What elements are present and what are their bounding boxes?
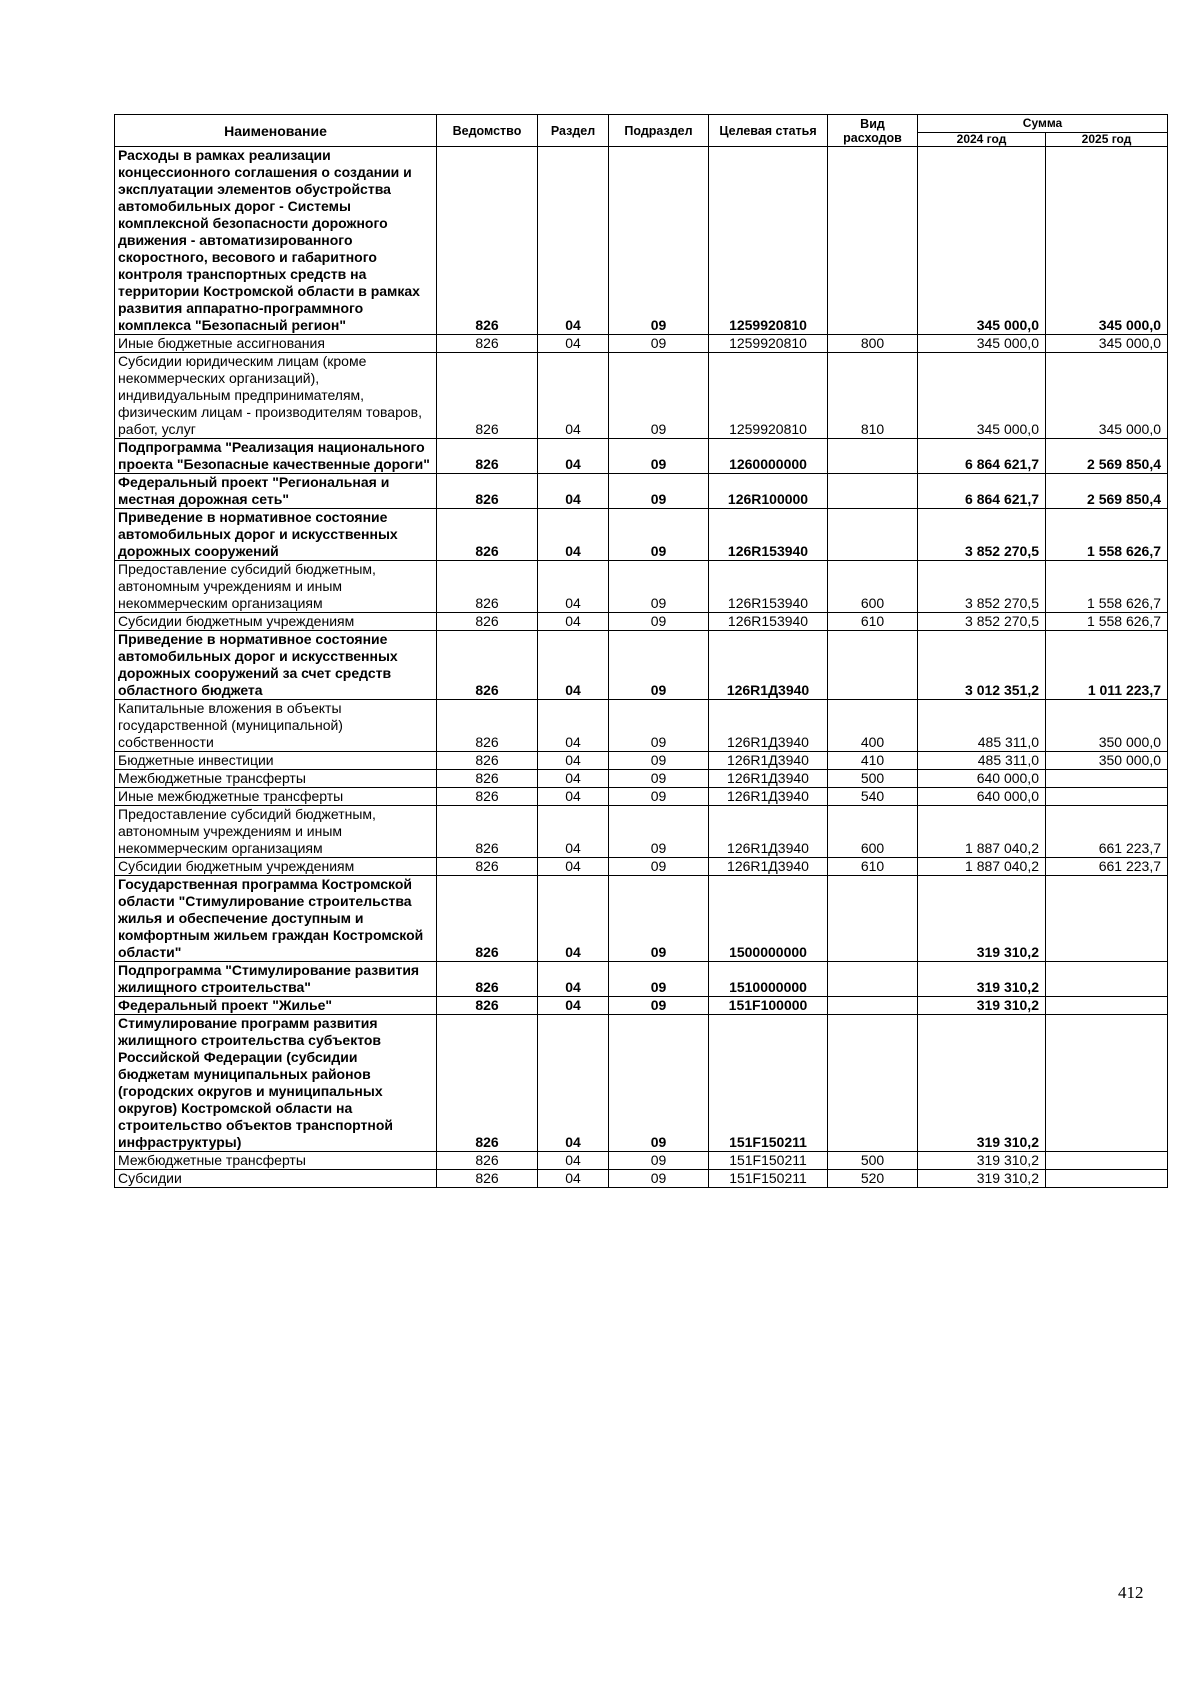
cell-amount-2025: 350 000,0	[1046, 700, 1168, 752]
cell-expense-type: 800	[828, 335, 918, 353]
cell-section: 04	[538, 353, 609, 439]
cell-section: 04	[538, 1015, 609, 1152]
cell-target-item: 126R153940	[709, 613, 828, 631]
cell-section: 04	[538, 509, 609, 561]
cell-subsection: 09	[609, 335, 709, 353]
cell-department: 826	[437, 700, 538, 752]
cell-name: Подпрограмма "Стимулирование развития жилищного строительства"	[115, 962, 437, 997]
cell-section: 04	[538, 876, 609, 962]
cell-name: Межбюджетные трансферты	[115, 1152, 437, 1170]
cell-name: Подпрограмма "Реализация национального проекта "Безопасные качественные дороги"	[115, 439, 437, 474]
cell-amount-2025: 350 000,0	[1046, 752, 1168, 770]
cell-target-item: 126R1Д3940	[709, 858, 828, 876]
cell-section: 04	[538, 1170, 609, 1188]
cell-amount-2024: 319 310,2	[918, 1015, 1046, 1152]
cell-amount-2024: 319 310,2	[918, 1152, 1046, 1170]
cell-section: 04	[538, 858, 609, 876]
cell-subsection: 09	[609, 997, 709, 1015]
cell-name: Расходы в рамках реализации концессионного соглашения о создании и эксплуатации элементов обустройства автомобильных дорог - Системы комплексной безопасности дорожного движения - автоматизированного скоростного, весового и габаритного контроля транспортных средств на территории Костромской области в рамках развития аппаратно-программного комплекса "Безопасный регион"	[115, 147, 437, 335]
cell-subsection: 09	[609, 788, 709, 806]
cell-section: 04	[538, 700, 609, 752]
cell-department: 826	[437, 1170, 538, 1188]
cell-amount-2024: 3 852 270,5	[918, 561, 1046, 613]
table-row	[115, 353, 1168, 439]
cell-name: Межбюджетные трансферты	[115, 770, 437, 788]
cell-department: 826	[437, 335, 538, 353]
cell-expense-type	[828, 474, 918, 509]
cell-expense-type: 540	[828, 788, 918, 806]
cell-target-item: 126R1Д3940	[709, 770, 828, 788]
cell-expense-type: 810	[828, 353, 918, 439]
cell-amount-2025: 661 223,7	[1046, 806, 1168, 858]
cell-subsection: 09	[609, 858, 709, 876]
cell-department: 826	[437, 770, 538, 788]
cell-amount-2024: 485 311,0	[918, 752, 1046, 770]
cell-subsection: 09	[609, 353, 709, 439]
cell-target-item: 151F150211	[709, 1152, 828, 1170]
cell-department: 826	[437, 613, 538, 631]
header-expense-type: Вид расходов	[828, 115, 918, 147]
cell-department: 826	[437, 962, 538, 997]
table-row	[115, 858, 1168, 876]
cell-amount-2024: 6 864 621,7	[918, 439, 1046, 474]
cell-name: Предоставление субсидий бюджетным, автономным учреждениям и иным некоммерческим организациям	[115, 561, 437, 613]
cell-department: 826	[437, 509, 538, 561]
cell-department: 826	[437, 806, 538, 858]
cell-expense-type: 610	[828, 613, 918, 631]
cell-department: 826	[437, 439, 538, 474]
cell-department: 826	[437, 561, 538, 613]
cell-section: 04	[538, 631, 609, 700]
cell-section: 04	[538, 474, 609, 509]
cell-target-item: 126R1Д3940	[709, 752, 828, 770]
cell-subsection: 09	[609, 613, 709, 631]
cell-amount-2025: 1 558 626,7	[1046, 561, 1168, 613]
cell-section: 04	[538, 752, 609, 770]
cell-target-item: 1259920810	[709, 353, 828, 439]
header-amount: Сумма	[918, 115, 1168, 133]
cell-amount-2024: 6 864 621,7	[918, 474, 1046, 509]
cell-amount-2024: 3 852 270,5	[918, 509, 1046, 561]
cell-department: 826	[437, 631, 538, 700]
cell-section: 04	[538, 335, 609, 353]
cell-amount-2025: 2 569 850,4	[1046, 439, 1168, 474]
cell-subsection: 09	[609, 1015, 709, 1152]
cell-name: Субсидии бюджетным учреждениям	[115, 858, 437, 876]
cell-name: Предоставление субсидий бюджетным, автономным учреждениям и иным некоммерческим организациям	[115, 806, 437, 858]
cell-subsection: 09	[609, 439, 709, 474]
table-row	[115, 335, 1168, 353]
cell-name: Федеральный проект "Региональная и местная дорожная сеть"	[115, 474, 437, 509]
cell-subsection: 09	[609, 561, 709, 613]
cell-expense-type	[828, 631, 918, 700]
cell-subsection: 09	[609, 509, 709, 561]
page-number: 412	[1118, 1583, 1144, 1602]
cell-subsection: 09	[609, 1152, 709, 1170]
cell-amount-2025	[1046, 962, 1168, 997]
cell-expense-type: 410	[828, 752, 918, 770]
cell-target-item: 126R1Д3940	[709, 806, 828, 858]
cell-department: 826	[437, 147, 538, 335]
header-department: Ведомство	[437, 115, 538, 147]
table-row	[115, 997, 1168, 1015]
cell-expense-type: 610	[828, 858, 918, 876]
cell-section: 04	[538, 997, 609, 1015]
cell-department: 826	[437, 1015, 538, 1152]
cell-subsection: 09	[609, 700, 709, 752]
cell-target-item: 126R100000	[709, 474, 828, 509]
cell-target-item: 151F150211	[709, 1015, 828, 1152]
cell-section: 04	[538, 147, 609, 335]
cell-amount-2025: 345 000,0	[1046, 335, 1168, 353]
table-row	[115, 700, 1168, 752]
table-row	[115, 613, 1168, 631]
cell-department: 826	[437, 1152, 538, 1170]
cell-expense-type: 500	[828, 770, 918, 788]
cell-expense-type: 600	[828, 561, 918, 613]
cell-target-item: 151F150211	[709, 1170, 828, 1188]
cell-expense-type: 600	[828, 806, 918, 858]
cell-amount-2024: 1 887 040,2	[918, 806, 1046, 858]
cell-amount-2024: 319 310,2	[918, 997, 1046, 1015]
cell-amount-2025	[1046, 876, 1168, 962]
table-row	[115, 876, 1168, 962]
cell-subsection: 09	[609, 806, 709, 858]
cell-amount-2024: 485 311,0	[918, 700, 1046, 752]
cell-department: 826	[437, 858, 538, 876]
cell-name: Стимулирование программ развития жилищного строительства субъектов Российской Федерации (субсидии бюджетам муниципальных районов (городских округов и муниципальных округов) Костромской области на строительство объектов транспортной инфраструктуры)	[115, 1015, 437, 1152]
cell-amount-2024: 345 000,0	[918, 147, 1046, 335]
cell-amount-2024: 319 310,2	[918, 876, 1046, 962]
table-row	[115, 752, 1168, 770]
cell-expense-type	[828, 962, 918, 997]
cell-target-item: 1500000000	[709, 876, 828, 962]
table-row	[115, 962, 1168, 997]
cell-name: Субсидии юридическим лицам (кроме некоммерческих организаций), индивидуальным предпринимателям, физическим лицам - производителям товаров, работ, услуг	[115, 353, 437, 439]
cell-expense-type	[828, 997, 918, 1015]
cell-target-item: 1260000000	[709, 439, 828, 474]
table-row	[115, 1152, 1168, 1170]
cell-expense-type: 500	[828, 1152, 918, 1170]
cell-target-item: 1510000000	[709, 962, 828, 997]
cell-amount-2025: 345 000,0	[1046, 147, 1168, 335]
cell-expense-type	[828, 509, 918, 561]
cell-department: 826	[437, 474, 538, 509]
cell-expense-type: 520	[828, 1170, 918, 1188]
cell-amount-2024: 1 887 040,2	[918, 858, 1046, 876]
cell-department: 826	[437, 353, 538, 439]
header-target-item: Целевая статья	[709, 115, 828, 147]
table-row	[115, 770, 1168, 788]
table-row	[115, 1015, 1168, 1152]
cell-department: 826	[437, 788, 538, 806]
cell-section: 04	[538, 561, 609, 613]
cell-subsection: 09	[609, 770, 709, 788]
cell-amount-2024: 345 000,0	[918, 335, 1046, 353]
cell-target-item: 1259920810	[709, 147, 828, 335]
cell-name: Приведение в нормативное состояние автомобильных дорог и искусственных дорожных сооружений	[115, 509, 437, 561]
cell-amount-2024: 640 000,0	[918, 770, 1046, 788]
cell-expense-type	[828, 876, 918, 962]
cell-department: 826	[437, 876, 538, 962]
table-row	[115, 147, 1168, 335]
table-row	[115, 631, 1168, 700]
table-row	[115, 561, 1168, 613]
cell-amount-2024: 3 852 270,5	[918, 613, 1046, 631]
cell-name: Иные межбюджетные трансферты	[115, 788, 437, 806]
cell-name: Федеральный проект "Жилье"	[115, 997, 437, 1015]
cell-name: Иные бюджетные ассигнования	[115, 335, 437, 353]
table-row	[115, 788, 1168, 806]
table-row	[115, 474, 1168, 509]
header-section: Раздел	[538, 115, 609, 147]
cell-expense-type	[828, 439, 918, 474]
table-row	[115, 806, 1168, 858]
cell-amount-2025	[1046, 997, 1168, 1015]
cell-amount-2025: 345 000,0	[1046, 353, 1168, 439]
cell-target-item: 126R1Д3940	[709, 631, 828, 700]
cell-subsection: 09	[609, 876, 709, 962]
cell-subsection: 09	[609, 1170, 709, 1188]
cell-amount-2024: 3 012 351,2	[918, 631, 1046, 700]
cell-amount-2025: 1 558 626,7	[1046, 509, 1168, 561]
cell-subsection: 09	[609, 474, 709, 509]
cell-name: Субсидии бюджетным учреждениям	[115, 613, 437, 631]
cell-target-item: 1259920810	[709, 335, 828, 353]
table-row	[115, 439, 1168, 474]
header-year-2025: 2025 год	[1046, 133, 1168, 147]
cell-amount-2024: 319 310,2	[918, 962, 1046, 997]
cell-amount-2025	[1046, 1015, 1168, 1152]
cell-expense-type: 400	[828, 700, 918, 752]
cell-amount-2025: 661 223,7	[1046, 858, 1168, 876]
header-name: Наименование	[115, 115, 437, 147]
cell-amount-2025	[1046, 1170, 1168, 1188]
table-row	[115, 509, 1168, 561]
cell-amount-2025: 1 558 626,7	[1046, 613, 1168, 631]
table-body	[115, 147, 1168, 1188]
table-row	[115, 1170, 1168, 1188]
cell-section: 04	[538, 788, 609, 806]
cell-section: 04	[538, 806, 609, 858]
cell-target-item: 151F100000	[709, 997, 828, 1015]
cell-subsection: 09	[609, 962, 709, 997]
cell-target-item: 126R153940	[709, 509, 828, 561]
cell-amount-2024: 319 310,2	[918, 1170, 1046, 1188]
cell-section: 04	[538, 613, 609, 631]
cell-name: Бюджетные инвестиции	[115, 752, 437, 770]
cell-name: Государственная программа Костромской области "Стимулирование строительства жилья и обеспечение доступным и комфортным жильем граждан Костромской области"	[115, 876, 437, 962]
cell-amount-2024: 640 000,0	[918, 788, 1046, 806]
cell-target-item: 126R1Д3940	[709, 700, 828, 752]
cell-section: 04	[538, 1152, 609, 1170]
cell-section: 04	[538, 962, 609, 997]
cell-amount-2025: 1 011 223,7	[1046, 631, 1168, 700]
cell-expense-type	[828, 147, 918, 335]
header-year-2024: 2024 год	[918, 133, 1046, 147]
cell-amount-2025	[1046, 788, 1168, 806]
cell-amount-2025: 2 569 850,4	[1046, 474, 1168, 509]
cell-subsection: 09	[609, 147, 709, 335]
cell-name: Капитальные вложения в объекты государственной (муниципальной) собственности	[115, 700, 437, 752]
cell-section: 04	[538, 770, 609, 788]
cell-name: Приведение в нормативное состояние автомобильных дорог и искусственных дорожных сооружений за счет средств областного бюджета	[115, 631, 437, 700]
cell-department: 826	[437, 997, 538, 1015]
cell-target-item: 126R153940	[709, 561, 828, 613]
cell-subsection: 09	[609, 752, 709, 770]
table-header	[115, 115, 1168, 147]
cell-amount-2024: 345 000,0	[918, 353, 1046, 439]
cell-subsection: 09	[609, 631, 709, 700]
cell-expense-type	[828, 1015, 918, 1152]
budget-table	[114, 114, 1168, 1188]
cell-name: Субсидии	[115, 1170, 437, 1188]
cell-section: 04	[538, 439, 609, 474]
cell-department: 826	[437, 752, 538, 770]
header-subsection: Подраздел	[609, 115, 709, 147]
cell-target-item: 126R1Д3940	[709, 788, 828, 806]
cell-amount-2025	[1046, 1152, 1168, 1170]
cell-amount-2025	[1046, 770, 1168, 788]
